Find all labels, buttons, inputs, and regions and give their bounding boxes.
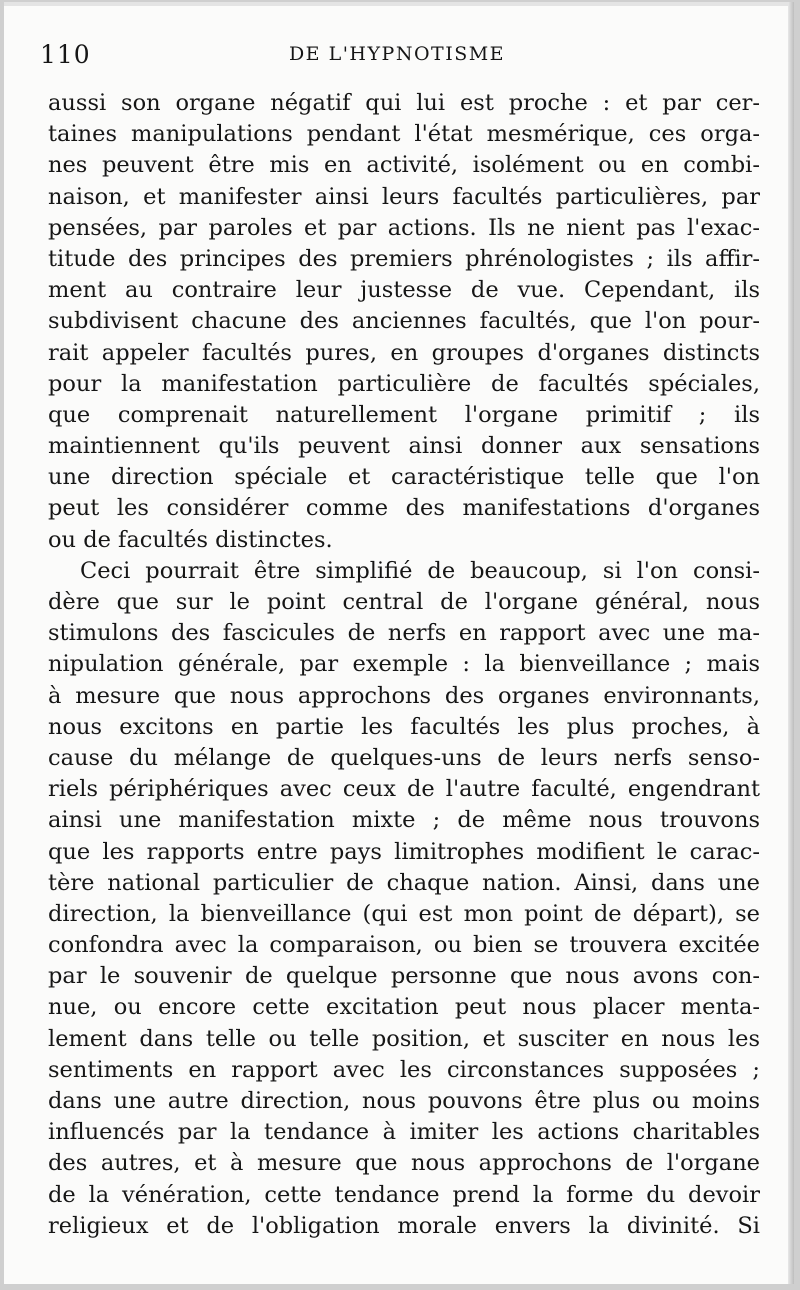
text-line: taines manipulations pendant l'état mesmérique, ces orga- xyxy=(48,121,760,148)
text-line: peut les considérer comme des manifestations d'organes xyxy=(48,495,760,522)
text-line: ainsi une manifestation mixte ; de même nous trouvons xyxy=(48,807,760,834)
text-line: religieux et de l'obligation morale envers la divinité. Si xyxy=(48,1212,760,1239)
page-edge-top xyxy=(4,2,794,6)
text-line: à mesure que nous approchons des organes environnants, xyxy=(48,682,760,709)
text-line: de la vénération, cette tendance prend la forme du devoir xyxy=(48,1181,760,1208)
text-line: que comprenait naturellement l'organe primitif ; ils xyxy=(48,401,760,428)
text-line: riels périphériques avec ceux de l'autre faculté, engendrant xyxy=(48,776,760,803)
text-line: sentiments en rapport avec les circonstances supposées ; xyxy=(48,1056,760,1083)
text-line: titude des principes des premiers phrénologistes ; ils affir- xyxy=(48,245,760,272)
text-line: nes peuvent être mis en activité, isolément ou en combi- xyxy=(48,152,760,179)
text-line: pour la manifestation particulière de facultés spéciales, xyxy=(48,370,760,397)
text-line: stimulons des fascicules de nerfs en rapport avec une ma- xyxy=(48,620,760,647)
page-edge-right xyxy=(788,2,794,1284)
text-line: des autres, et à mesure que nous approchons de l'organe xyxy=(48,1150,760,1177)
text-line: par le souvenir de quelque personne que nous avons con- xyxy=(48,963,760,990)
text-line: rait appeler facultés pures, en groupes d'organes distincts xyxy=(48,339,760,366)
text-line: naison, et manifester ainsi leurs facultés particulières, par xyxy=(48,183,760,210)
text-line: nous excitons en partie les facultés les plus proches, à xyxy=(48,713,760,740)
text-line: subdivisent chacune des anciennes facultés, que l'on pour- xyxy=(48,308,760,335)
running-header xyxy=(40,40,754,72)
text-line: tère national particulier de chaque nation. Ainsi, dans une xyxy=(48,869,760,896)
text-line: pensées, par paroles et par actions. Ils ne nient pas l'exac- xyxy=(48,214,760,241)
text-line: aussi son organe négatif qui lui est proche : et par cer- xyxy=(48,90,760,116)
text-line: que les rapports entre pays limitrophes modifient le carac- xyxy=(48,838,760,865)
text-line: confondra avec la comparaison, ou bien se trouvera excitée xyxy=(48,932,760,959)
text-line: nipulation générale, par exemple : la bienveillance ; mais xyxy=(48,651,760,678)
paragraph-start-line: Ceci pourrait être simplifié de beaucoup, si l'on consi- xyxy=(80,557,760,584)
text-line: une direction spéciale et caractéristique telle que l'on xyxy=(48,464,760,491)
book-page xyxy=(4,2,794,1284)
text-line: dans une autre direction, nous pouvons être plus ou moins xyxy=(48,1088,760,1114)
text-line: influencés par la tendance à imiter les actions charitables xyxy=(48,1119,760,1146)
body-text xyxy=(48,88,760,1242)
text-line: maintiennent qu'ils peuvent ainsi donner aux sensations xyxy=(48,433,760,460)
text-line: lement dans telle ou telle position, et susciter en nous les xyxy=(48,1025,760,1052)
paragraph-end-line: ou de facultés distinctes. xyxy=(48,526,333,553)
text-line: ment au contraire leur justesse de vue. Cependant, ils xyxy=(48,277,760,304)
text-line: dère que sur le point central de l'organe général, nous xyxy=(48,589,760,615)
page-number: 110 xyxy=(40,40,91,69)
text-line: direction, la bienveillance (qui est mon point de départ), se xyxy=(48,900,760,927)
running-title: DE L'HYPNOTISME xyxy=(288,43,506,65)
text-line: nue, ou encore cette excitation peut nous placer menta- xyxy=(48,994,760,1021)
text-line: cause du mélange de quelques-uns de leurs nerfs senso- xyxy=(48,744,760,771)
